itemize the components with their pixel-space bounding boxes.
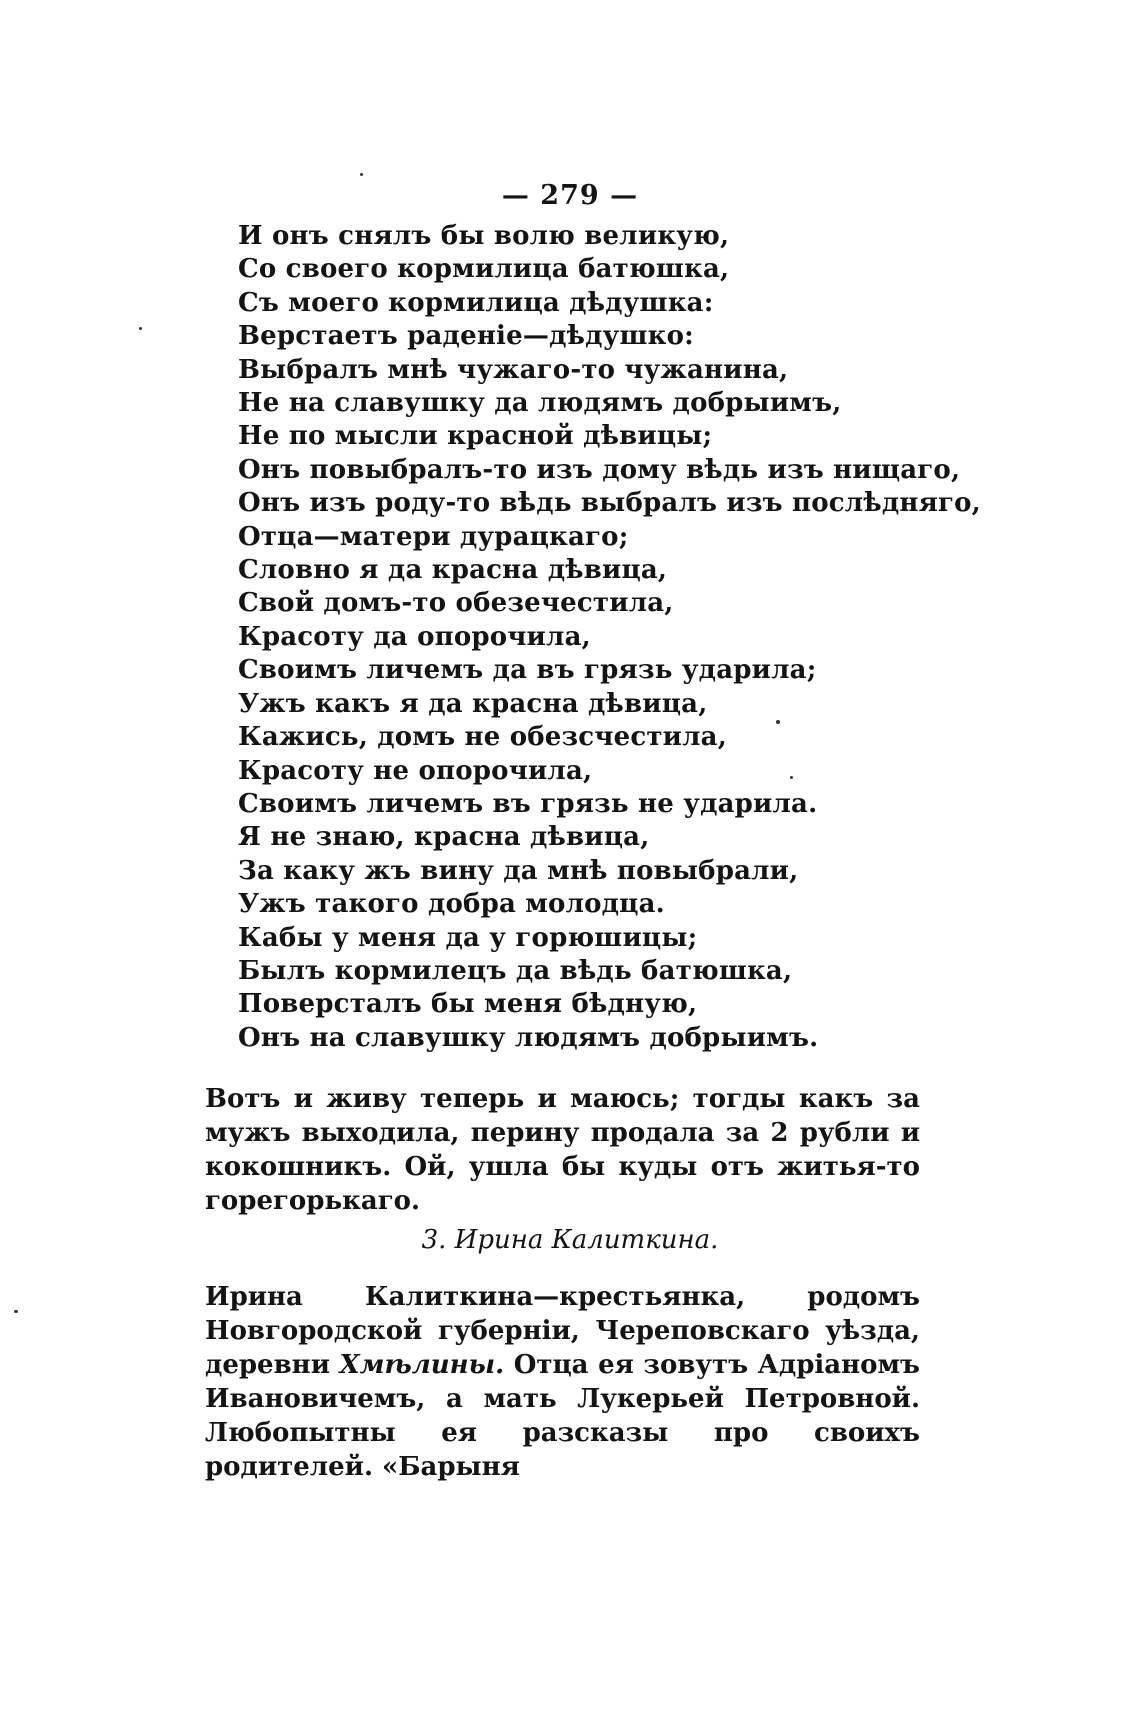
verse-line: Не на славушку да людямъ добрыимъ, xyxy=(238,388,842,419)
verse-line: Онъ на славушку людямъ добрыимъ. xyxy=(238,1022,819,1053)
scan-speck xyxy=(790,776,793,779)
verse-line: Онъ изъ роду-то вѣдь выбралъ изъ послѣдняго, xyxy=(238,488,981,519)
scan-speck xyxy=(139,327,142,330)
prose-paragraph-2 xyxy=(205,1280,920,1484)
verse-line: И онъ снялъ бы волю великую, xyxy=(238,221,730,251)
verse-line: Я не знаю, красна дѣвица, xyxy=(238,822,650,853)
verse-line: Красоту да опорочила, xyxy=(238,621,591,652)
page-number: — 279 — xyxy=(501,180,639,211)
verse-line: Своимъ личемъ да въ грязь ударила; xyxy=(238,655,817,686)
verse-line: Кабы у меня да у горюшицы; xyxy=(238,922,698,953)
verse-line: Поверсталъ бы меня бѣдную, xyxy=(238,989,698,1020)
verse-line: За каку жъ вину да мнѣ повыбрали, xyxy=(238,855,799,886)
scan-speck xyxy=(360,173,363,176)
verse-line: Кажись, домъ не обезсчестила, xyxy=(238,722,727,753)
verse-line: Ужъ какъ я да красна дѣвица, xyxy=(238,688,708,719)
verse-line: Былъ кормилецъ да вѣдь батюшка, xyxy=(238,955,793,986)
verse-line: Верстаетъ раденіе—дѣдушко: xyxy=(238,321,694,352)
paragraph-2-text-start: Ирина Калиткина—крестьянка, родомъ Новгородской губерніи, Череповскаго уѣзда, деревни xyxy=(205,1282,920,1380)
verse-line: Выбралъ мнѣ чужаго-то чужанина, xyxy=(238,354,789,385)
paragraph-2-text-end: Отца ея зовутъ Адріаномъ Ивановичемъ, а мать Лукерьей Петровной. Любопытны ея разсказы про своихъ родителей. «Барыня xyxy=(205,1350,920,1482)
section-title: 3. Ирина Калиткина. xyxy=(421,1225,719,1255)
verse-line: Со своего кормилица батюшка, xyxy=(238,254,730,285)
verse-line: Ужъ такого добра молодца. xyxy=(238,889,665,920)
verse-block xyxy=(238,220,981,1055)
verse-line: Своимъ личемъ въ грязь не ударила. xyxy=(238,788,818,819)
verse-line: Свой домъ-то обезечестила, xyxy=(238,588,674,619)
verse-line: Онъ повыбралъ-то изъ дому вѣдь изъ нищаго, xyxy=(238,454,961,485)
verse-line: Отца—матери дурацкаго; xyxy=(238,521,629,552)
verse-line: Не по мысли красной дѣвицы; xyxy=(238,421,713,452)
scan-speck xyxy=(14,1310,18,1313)
prose-paragraph-1: Вотъ и живу теперь и маюсь; тогды какъ за мужъ выходила, перину продала за 2 рубли и кокошникъ. Ой, ушла бы куды отъ житья-то горегорькаго. xyxy=(205,1084,920,1216)
village-name: Хмѣлины. xyxy=(339,1350,505,1380)
verse-line: Съ моего кормилица дѣдушка: xyxy=(238,287,714,318)
scan-speck xyxy=(776,720,780,724)
verse-line: Красоту не опорочила, xyxy=(238,755,593,786)
verse-line: Словно я да красна дѣвица, xyxy=(238,555,668,586)
